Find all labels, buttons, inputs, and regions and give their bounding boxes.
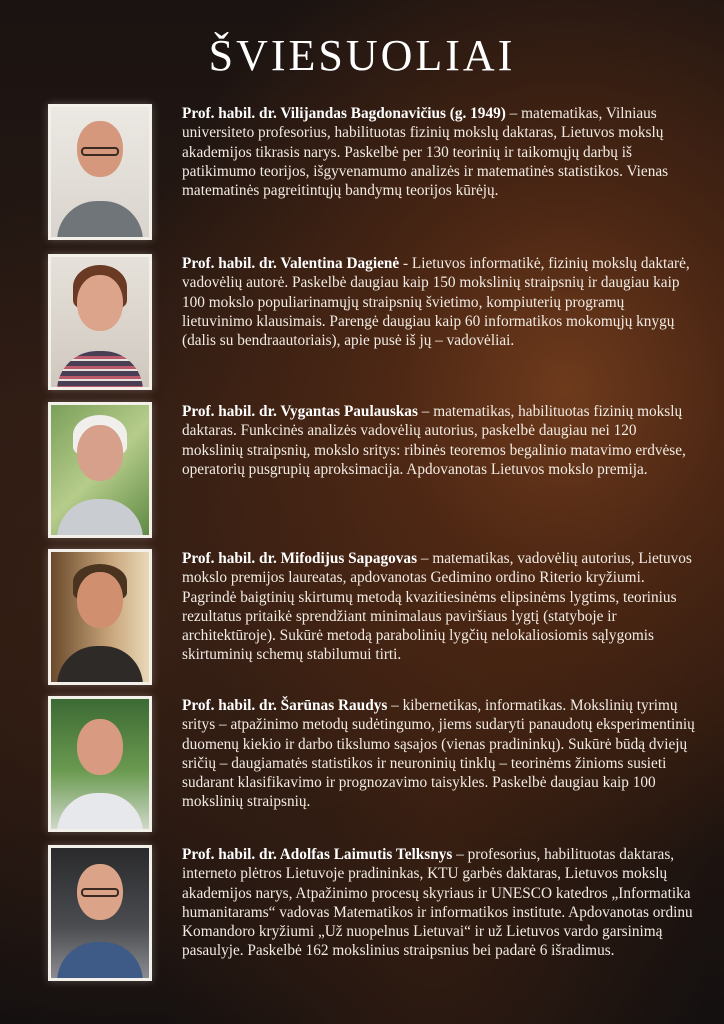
person-bio: – matematikas, vadovėlių autorius, Lietuvos mokslo premijos laureatas, apdovanotas Gedimino ordino Riterio kryžiumi. Pagrindė baigtinių skirtumų metodą kvazitiesinėms elipsinėms lygtims, teorinius rezultatus pritaikė sprendžiant minimalaus paviršiaus lygtį (statyboje ir architektūroje). Sukūrė metodą parabolinių lygčių nelokaliosiomis sąlygomis skirtuminių schemų stabilumui tirti. bbox=[182, 550, 692, 664]
person-name: Prof. habil. dr. Vilijandas Bagdonavičius (g. 1949) bbox=[182, 105, 506, 122]
portrait-photo bbox=[48, 845, 152, 981]
person-name: Prof. habil. dr. Šarūnas Raudys bbox=[182, 697, 388, 714]
person-description bbox=[182, 549, 698, 665]
person-name: Prof. habil. dr. Valentina Dagienė bbox=[182, 255, 400, 272]
person-bio: – matematikas, Vilniaus universiteto profesorius, habilituotas fizinių mokslų daktaras, Lietuvos mokslų akademijos tikrasis narys. Paskelbė per 130 teorinių ir taikomųjų darbų iš patikimumo teorijos, išgyvenamumo analizės ir matematinės statistikos. Vienas matematinės pagreitintųjų bandymų teorijos kūrėjų. bbox=[182, 105, 669, 200]
page-title: ŠVIESUOLIAI bbox=[208, 31, 516, 80]
person-description bbox=[182, 254, 698, 350]
person-description bbox=[182, 845, 698, 961]
portrait-photo bbox=[48, 254, 152, 390]
portrait-photo bbox=[48, 696, 152, 832]
person-name: Prof. habil. dr. Mifodijus Sapagovas bbox=[182, 550, 418, 567]
person-bio: - Lietuvos informatikė, fizinių mokslų daktarė, vadovėlių autorė. Paskelbė daugiau kaip 150 mokslinių straipsnių ir daugiau kaip 100 mokslo populiarinamųjų straipsnių švietimo, kompiuterių programų lietuvinimo klausimais. Parengė daugiau kaip 60 informatikos mokomųjų knygų (dalis su bendraautoriais), apie pusė iš jų – vadovėliai. bbox=[182, 255, 690, 350]
person-description bbox=[182, 104, 698, 200]
portrait-photo bbox=[48, 402, 152, 538]
person-description bbox=[182, 402, 698, 479]
person-bio: – profesorius, habilituotas daktaras, interneto plėtros Lietuvoje pradininkas, KTU garbės daktaras, Lietuvos mokslų akademijos narys, Atpažinimo procesų skyriaus ir UNESCO katedros „Informatika humanitarams“ vadovas Matematikos ir informatikos institute. Apdovanotas ordinu Komandoro kryžiumi „Už nuopelnus Lietuvai“ ir už Lietuvos vardo garsinimą pasaulyje. Paskelbė 162 mokslinius straipsnius bei padarė 6 išradimus. bbox=[182, 846, 693, 960]
person-bio: – matematikas, habilituotas fizinių mokslų daktaras. Funkcinės analizės vadovėlių autorius, paskelbė daugiau nei 120 mokslinių straipsnių, mokslo sritys: ribinės teoremos begalinio matavimo erdvėse, operatorių pusgrupių aproksimacija. Apdovanotas Lietuvos mokslo premija. bbox=[182, 403, 686, 478]
person-description bbox=[182, 696, 698, 812]
person-name: Prof. habil. dr. Vygantas Paulauskas bbox=[182, 403, 418, 420]
person-name: Prof. habil. dr. Adolfas Laimutis Telksnys bbox=[182, 846, 453, 863]
portrait-photo bbox=[48, 549, 152, 685]
portrait-photo bbox=[48, 104, 152, 240]
person-bio: – kibernetikas, informatikas. Mokslinių tyrimų sritys – atpažinimo metodų sudėtingumo, jiems sudaryti panaudotų eksperimentinių duomenų kiekio ir darbo tikslumo sąsajos (vienas pradininkų). Sukūrė būdą dviejų sričių – daugiamatės statistikos ir neuroninių tinklų – teorinėms žinioms susieti sudarant klasifikavimo ir prognozavimo taisykles. Paskelbė daugiau kaip 100 mokslinių straipsnių. bbox=[182, 697, 695, 811]
